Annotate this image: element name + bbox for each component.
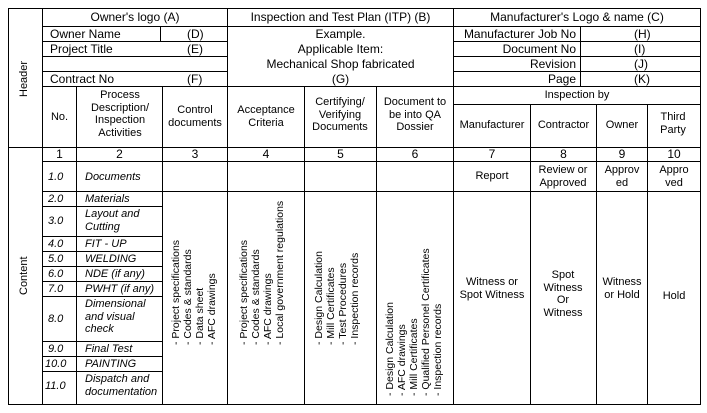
page-label: Page (547, 72, 576, 86)
border-right (700, 8, 701, 405)
manufacturer-first-role: Report (475, 170, 509, 182)
contractor-role: Spot Witness Or Witness (543, 269, 583, 319)
acceptance-doc-4: - Local government regulations (274, 200, 286, 345)
control-doc-1: - Project specifications (170, 239, 182, 345)
control-doc-3: - Data sheet (194, 287, 206, 345)
col-header-manufacturer: Manufacturer (459, 119, 525, 131)
col-line-4 (304, 86, 305, 405)
content-side-label: Content (18, 256, 30, 295)
item-line-1: Example. (315, 27, 366, 41)
job-no-code: (H) (634, 27, 651, 41)
col-header-no: No. (50, 111, 69, 123)
project-title-label: Project Title (50, 42, 113, 56)
owner-name-code: (D) (187, 27, 204, 41)
control-documents-list (170, 240, 218, 345)
row1-bottom-line (42, 191, 700, 192)
col-header-acceptance: Acceptance Criteria (237, 104, 295, 129)
col-number-5: 5 (337, 147, 344, 161)
itp-title: Inspection and Test Plan (ITP) (B) (250, 10, 431, 24)
row-no-11: 11.0 (45, 380, 66, 392)
col-header-control: Control documents (168, 104, 222, 129)
row-activity-1: Documents (85, 171, 141, 183)
col-number-8: 8 (560, 147, 567, 161)
col-line-5 (376, 86, 377, 405)
row-activity-9: Final Test (85, 343, 133, 355)
row-activity-7: PWHT (if any) (85, 283, 155, 295)
col-header-inspection-by: Inspection by (544, 89, 610, 101)
dossier-doc-4: - Qualified Personel Certificates (420, 248, 432, 396)
row-activity-11: Dispatch and documentation (85, 373, 158, 398)
contract-no-label: Contract No (50, 72, 115, 86)
row-line-5 (42, 266, 162, 267)
row-line-4 (42, 251, 162, 252)
owners-logo: Owner's logo (A) (90, 10, 180, 24)
dossier-documents-list (384, 248, 444, 396)
row-line-2 (42, 206, 162, 207)
col-header-third-party: Third Party (660, 111, 686, 136)
document-no-label: Document No (502, 42, 576, 56)
control-doc-2: - Codes & standards (182, 249, 194, 345)
certifying-doc-2: - Mill Certificates (325, 267, 337, 345)
col-header-owner: Owner (605, 119, 639, 131)
row-line-10 (42, 371, 162, 372)
dossier-doc-1: - Design Calculation (384, 302, 396, 396)
col-number-6: 6 (411, 147, 419, 161)
row-line-3 (42, 236, 162, 237)
row-no-4: 4.0 (48, 238, 64, 250)
row-activity-10: PAINTING (85, 358, 137, 370)
col-number-7: 7 (488, 147, 496, 161)
row-no-2: 2.0 (48, 193, 64, 205)
acceptance-doc-2: - Codes & standards (250, 249, 262, 345)
row-line-7 (42, 296, 162, 297)
header-side-label: Header (18, 60, 30, 97)
third-party-first-role: Appro ved (659, 164, 689, 189)
row-activity-2: Materials (85, 193, 130, 205)
header-row1-line (42, 26, 700, 27)
job-no-label: Manufacturer Job No (463, 27, 576, 41)
col-number-1: 1 (56, 147, 63, 161)
inspection-by-line (453, 104, 700, 105)
side-label-divider (42, 8, 43, 405)
col-number-2: 2 (116, 147, 123, 161)
certifying-doc-1: - Design Calculation (313, 251, 325, 345)
manufacturer-role: Witness or Spot Witness (459, 276, 525, 301)
row-no-10: 10.0 (45, 358, 67, 370)
row-activity-4: FIT - UP (85, 238, 127, 250)
acceptance-doc-1: - Project specifications (238, 239, 250, 345)
left-code-divider (160, 26, 161, 41)
right-code-divider (580, 26, 581, 86)
col-header-certifying: Certifying/ Verifying Documents (312, 96, 368, 134)
row-no-1: 1.0 (48, 171, 64, 183)
acceptance-doc-3: - AFC drawings (262, 273, 274, 345)
row-activity-6: NDE (if any) (85, 268, 145, 280)
document-no-code: (I) (634, 42, 646, 56)
page-code: (K) (634, 72, 650, 86)
row-activity-5: WELDING (85, 253, 137, 265)
control-doc-4: - AFC drawings (206, 273, 218, 345)
col-line-6 (453, 86, 454, 405)
row-line-6 (42, 281, 162, 282)
item-line-3: Mechanical Shop fabricated (266, 57, 415, 71)
col-number-9: 9 (618, 147, 626, 161)
certifying-doc-3: - Test Procedures (337, 262, 349, 345)
item-line-2: Applicable Item: (297, 42, 384, 56)
border-top (8, 8, 700, 9)
col-line-1 (76, 86, 77, 405)
row-activity-3: Layout and Cutting (85, 208, 140, 233)
owner-name-label: Owner Name (50, 27, 121, 41)
owner-role: Witness or Hold (602, 276, 642, 301)
col-header-dossier: Document to be into QA Dossier (383, 96, 447, 134)
col-number-4: 4 (262, 147, 270, 161)
dossier-doc-5: - Inspection records (432, 303, 444, 396)
row-no-3: 3.0 (48, 215, 64, 227)
col-header-process: Process Description/ Inspection Activities (90, 89, 150, 139)
col-line-2 (162, 86, 163, 405)
certifying-documents-list (313, 251, 361, 345)
row-no-6: 6.0 (48, 268, 64, 280)
manufacturers-logo: Manufacturer's Logo & name (C) (490, 10, 664, 24)
row-activity-8: Dimensional and visual check (85, 298, 146, 336)
contract-no-code: (F) (187, 72, 203, 86)
row-no-7: 7.0 (48, 283, 64, 295)
dossier-doc-2: - AFC drawings (396, 324, 408, 396)
contractor-first-role: Review or Approved (538, 164, 588, 189)
third-party-role: Hold (662, 290, 686, 302)
border-left (8, 8, 9, 405)
revision-code: (J) (634, 57, 648, 71)
row-line-8 (42, 341, 162, 342)
item-code: (G) (331, 72, 350, 86)
row-no-8: 8.0 (48, 313, 64, 325)
certifying-doc-4: - Inspection records (349, 252, 361, 345)
col-number-3: 3 (191, 147, 199, 161)
row-no-9: 9.0 (48, 343, 64, 355)
col-number-10: 10 (667, 147, 681, 161)
row-line-9 (42, 356, 162, 357)
acceptance-criteria-list (238, 201, 286, 345)
owner-first-role: Approv ed (604, 164, 640, 189)
row-no-5: 5.0 (48, 253, 64, 265)
col-line-3 (227, 86, 228, 405)
project-title-code: (E) (187, 42, 203, 56)
col-header-contractor: Contractor (537, 119, 590, 131)
revision-label: Revision (529, 57, 576, 71)
dossier-doc-3: - Mill Certificates (408, 318, 420, 396)
